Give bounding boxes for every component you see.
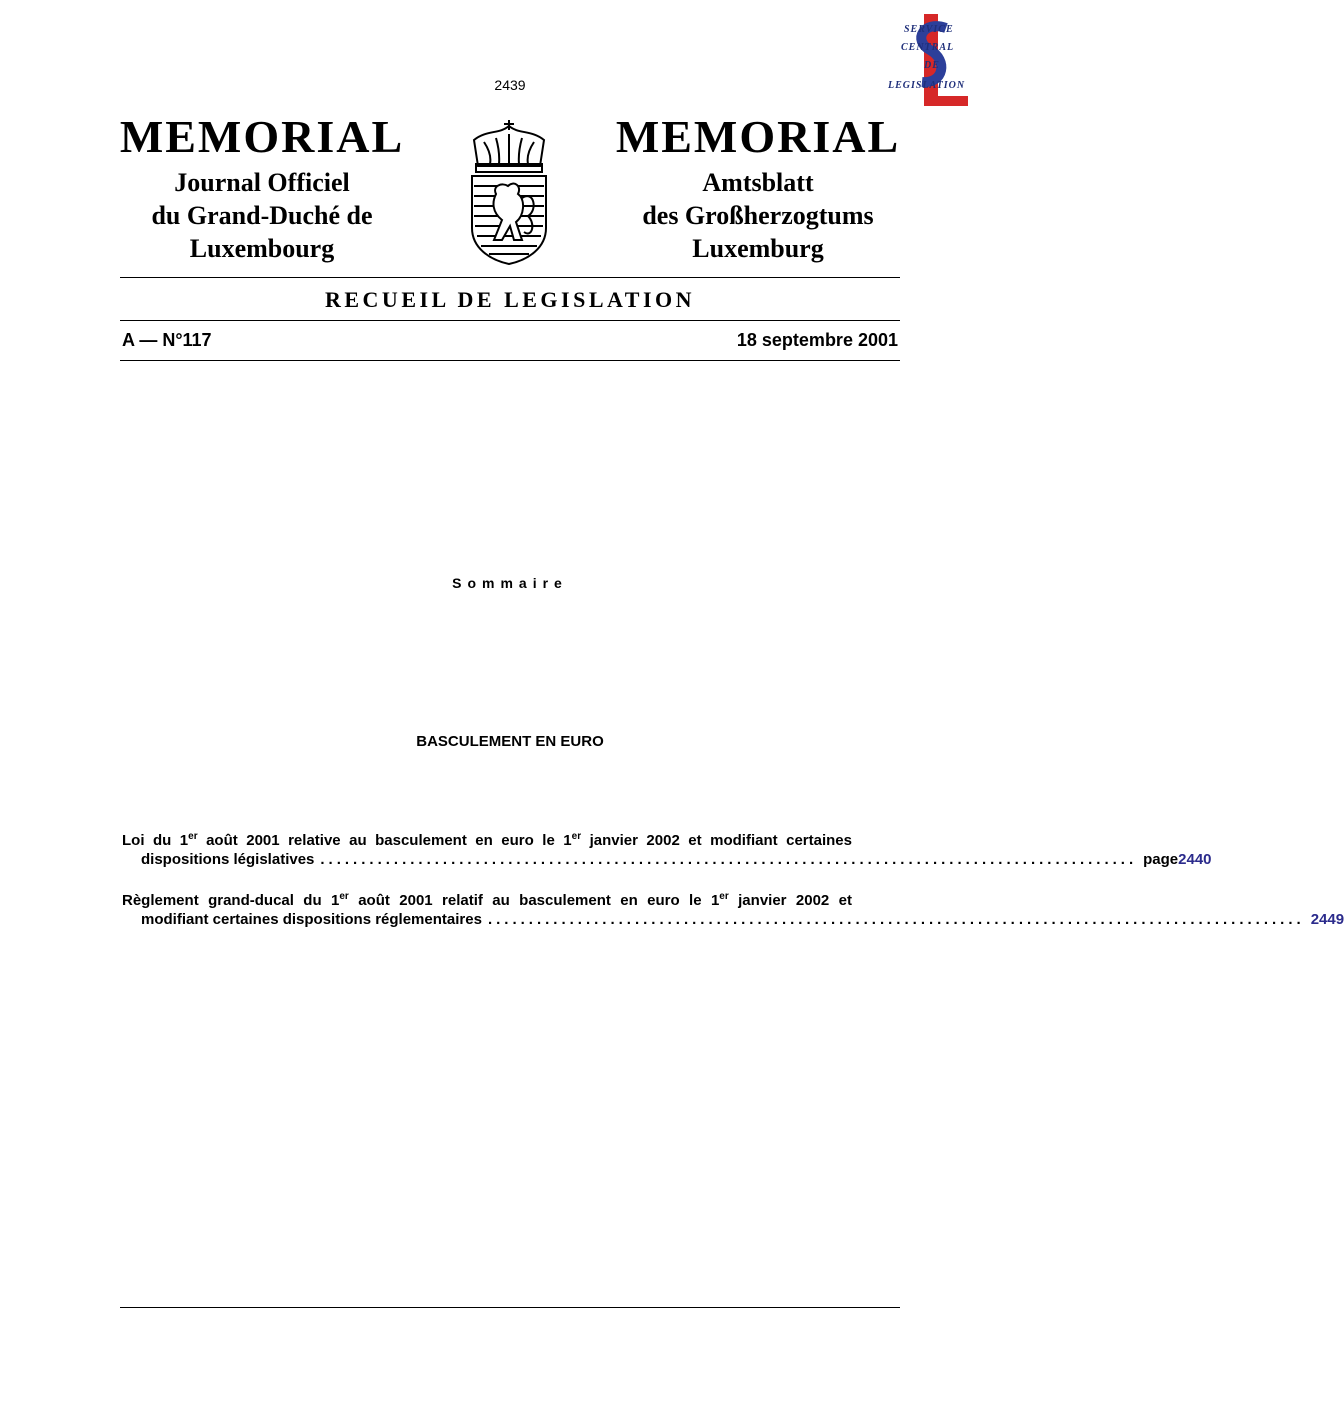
svg-text:SERVICE: SERVICE xyxy=(904,24,954,35)
page-number: 2439 xyxy=(494,77,526,93)
toc-entry-continuation: modifiant certaines dispositions réglementaires xyxy=(141,911,482,928)
svg-text:LEGISLATION: LEGISLATION xyxy=(888,80,966,91)
masthead-title: MEMORIAL xyxy=(119,111,405,162)
section-title: BASCULEMENT EN EURO xyxy=(416,733,604,750)
issue-number: A — N°117 xyxy=(122,330,212,350)
masthead-subtitle: Amtsblatt des Großherzogtums Luxemburg xyxy=(642,168,874,263)
collection-title: RECUEIL DE LEGISLATION xyxy=(324,287,695,312)
divider-rule xyxy=(120,320,900,321)
masthead-french xyxy=(112,112,412,265)
masthead-german xyxy=(608,112,908,265)
issue-date: 18 septembre 2001 xyxy=(736,330,898,350)
svg-text:DE: DE xyxy=(924,60,940,71)
leader-dots: .................................................................................................... xyxy=(487,911,1305,928)
divider-rule xyxy=(120,277,900,278)
summary-heading: Sommaire xyxy=(452,575,568,591)
leader-dots: .................................................................................................... xyxy=(320,851,1138,868)
toc-entry[interactable] xyxy=(122,831,1212,869)
masthead-title: MEMORIAL xyxy=(615,111,901,162)
toc-entry[interactable] xyxy=(122,891,1344,929)
divider-rule xyxy=(120,360,900,361)
toc-entry-continuation: dispositions législatives xyxy=(141,851,315,868)
toc-entry-title: Loi du 1er août 2001 relative au basculement en euro le 1er janvier 2002 et modifiant certaines xyxy=(122,831,852,849)
toc-page-link[interactable]: 2449 xyxy=(1310,911,1344,928)
sl-logo-icon xyxy=(884,10,980,114)
toc-page-link[interactable]: 2440 xyxy=(1178,851,1212,868)
coat-of-arms-icon xyxy=(462,120,556,266)
footer-rule xyxy=(120,1307,900,1308)
masthead-subtitle: Journal Officiel du Grand-Duché de Luxembourg xyxy=(151,168,373,263)
toc-entry-title: Règlement grand-ducal du 1er août 2001 relatif au basculement en euro le 1er janvier 2002 et xyxy=(122,891,852,909)
page-label: page xyxy=(1143,851,1179,868)
legislation-service-logo xyxy=(884,10,980,114)
svg-text:CENTRAL: CENTRAL xyxy=(901,42,955,53)
